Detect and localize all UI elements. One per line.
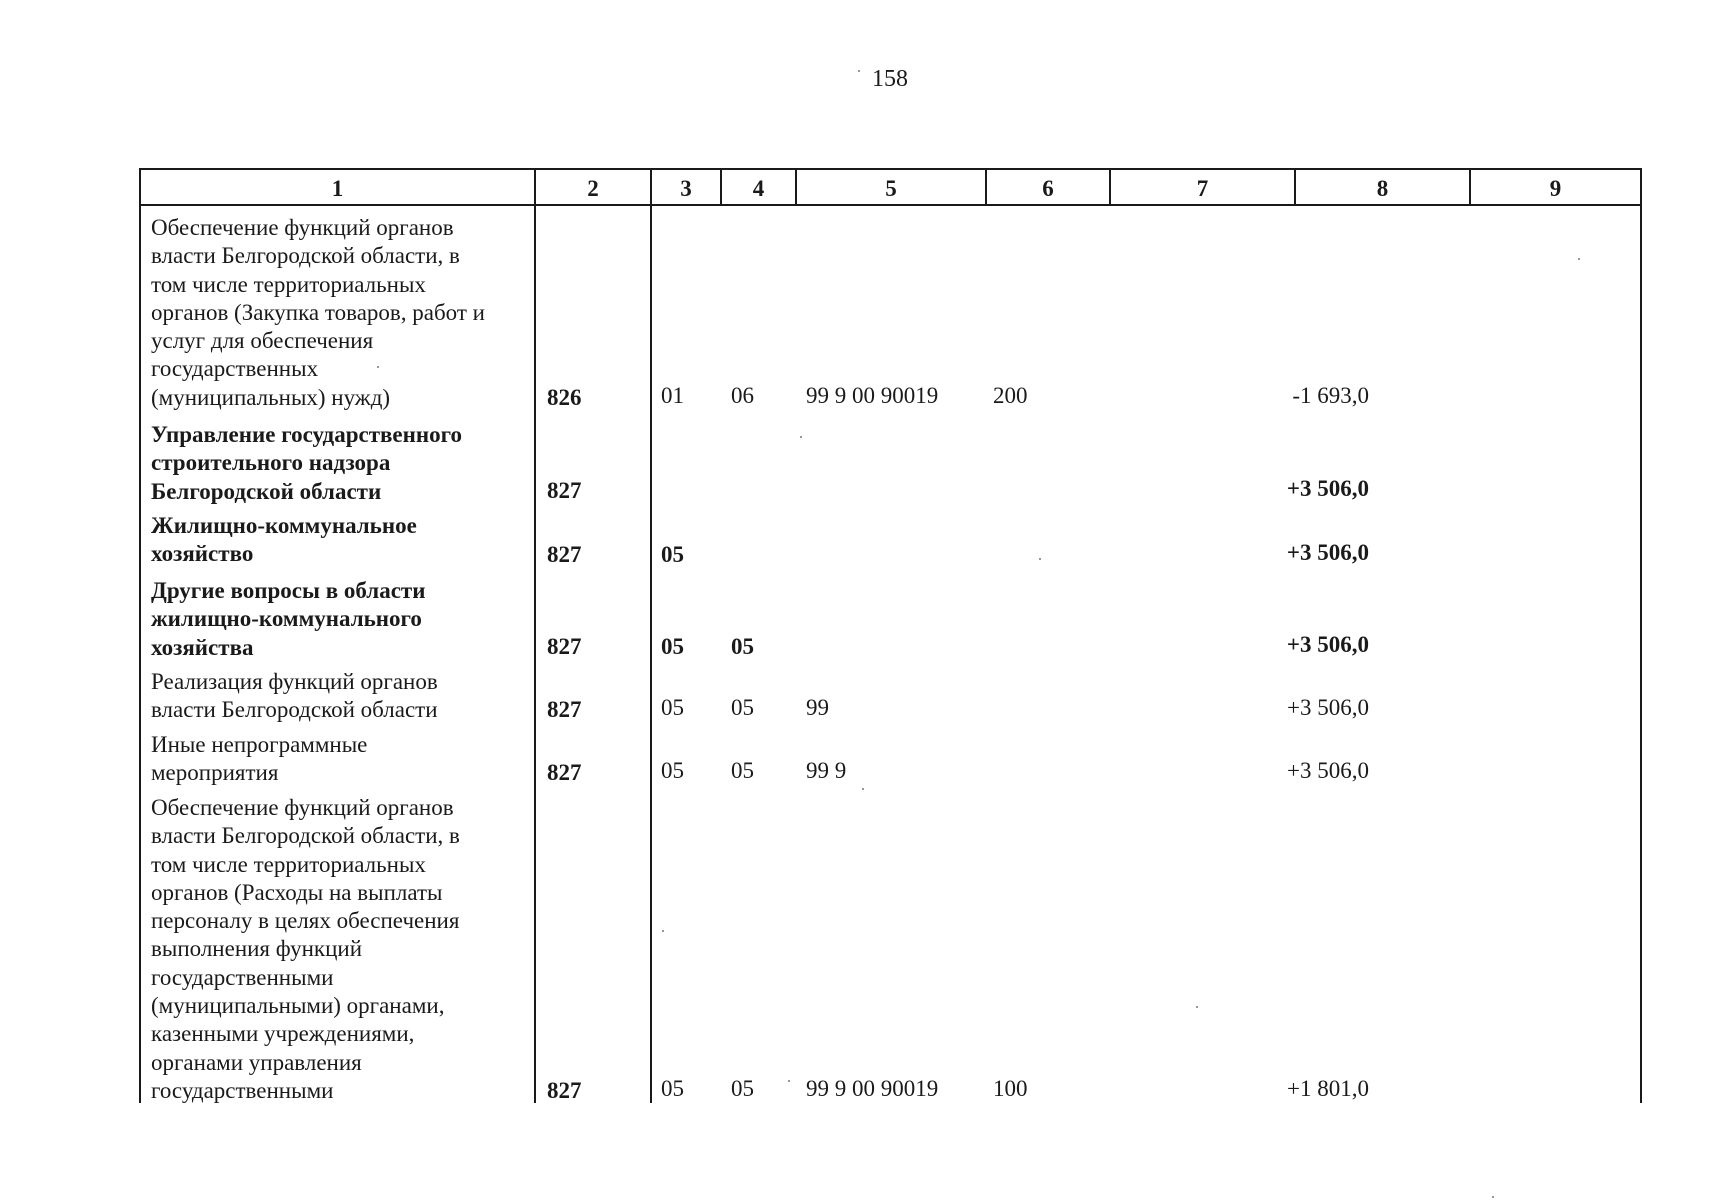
row-section: 05 xyxy=(661,695,684,720)
row-expense-type: 100 xyxy=(993,1076,1028,1101)
row-name: Иные непрограммные мероприятия xyxy=(151,732,368,786)
row-code: 827 xyxy=(547,1078,582,1103)
table-top-border xyxy=(139,168,1642,170)
row-subsection: 05 xyxy=(731,634,754,659)
col-divider xyxy=(1640,168,1642,1103)
row-code: 827 xyxy=(547,697,582,722)
row-section: 01 xyxy=(661,383,684,408)
scan-speck xyxy=(377,366,379,368)
col-divider xyxy=(650,168,652,1103)
scan-speck xyxy=(1492,1196,1494,1198)
row-name: Управление государственного строительного надзора Белгородской области xyxy=(151,422,462,504)
row-name: Жилищно-коммунальное хозяйство xyxy=(151,513,417,567)
row-code: 827 xyxy=(547,542,582,567)
row-subsection: 05 xyxy=(731,1076,754,1101)
row-subsection: 05 xyxy=(731,695,754,720)
row-code: 827 xyxy=(547,634,582,659)
header-cell-7: 7 xyxy=(1196,176,1209,201)
row-name: Другие вопросы в области жилищно-коммунального хозяйства xyxy=(151,578,426,660)
header-cell-9: 9 xyxy=(1549,176,1562,201)
row-amount: -1 693,0 xyxy=(1292,383,1369,408)
row-code: 827 xyxy=(547,478,582,503)
header-cell-5: 5 xyxy=(885,176,897,201)
row-code: 826 xyxy=(547,385,582,410)
row-expense-type: 200 xyxy=(993,383,1028,408)
col-divider xyxy=(534,168,536,1103)
row-target-article: 99 9 00 90019 xyxy=(806,383,939,408)
row-section: 05 xyxy=(661,758,684,783)
row-target-article: 99 9 00 90019 xyxy=(806,1076,939,1101)
header-cell-8: 8 xyxy=(1376,176,1389,201)
scan-speck xyxy=(1196,1006,1198,1008)
row-amount: +3 506,0 xyxy=(1286,476,1369,501)
budget-table xyxy=(139,168,1642,1103)
col-divider xyxy=(139,168,141,1103)
row-amount: +3 506,0 xyxy=(1287,758,1369,783)
row-section: 05 xyxy=(661,1076,684,1101)
scan-speck xyxy=(662,930,664,932)
scan-speck xyxy=(862,788,864,790)
scan-speck xyxy=(788,1080,790,1082)
row-amount: +3 506,0 xyxy=(1287,695,1369,720)
row-subsection: 06 xyxy=(731,383,754,408)
row-target-article: 99 xyxy=(806,695,829,720)
row-code: 827 xyxy=(547,760,582,785)
scan-speck xyxy=(1578,258,1580,260)
row-amount: +3 506,0 xyxy=(1286,632,1369,657)
row-name: Реализация функций органов власти Белгородской области xyxy=(151,669,438,723)
scan-speck xyxy=(1039,558,1041,560)
row-name: Обеспечение функций органов власти Белгородской области, в том числе территориальных органов (Закупка товаров, работ и услуг для обеспечения государственных (муниципальных) нужд) xyxy=(151,215,485,410)
row-target-article: 99 9 xyxy=(806,758,847,783)
header-cell-2: 2 xyxy=(587,176,599,201)
page-number: 158 xyxy=(872,66,908,92)
row-section: 05 xyxy=(661,634,684,659)
header-cell-4: 4 xyxy=(752,176,765,201)
header-cell-1: 1 xyxy=(331,176,344,201)
row-name: Обеспечение функций органов власти Белгородской области, в том числе территориальных органов (Расходы на выплаты персоналу в целях обеспечения выполнения функций государственными (муниципальными) органами, казенными учреждениями, органами управления государственными xyxy=(151,795,460,1103)
row-amount: +1 801,0 xyxy=(1287,1076,1369,1101)
header-cell-6: 6 xyxy=(1042,176,1054,201)
scan-speck xyxy=(800,436,802,438)
row-subsection: 05 xyxy=(731,758,754,783)
header-cell-3: 3 xyxy=(680,176,692,201)
row-amount: +3 506,0 xyxy=(1286,540,1369,565)
row-section: 05 xyxy=(661,542,684,567)
scan-speck xyxy=(858,70,860,72)
